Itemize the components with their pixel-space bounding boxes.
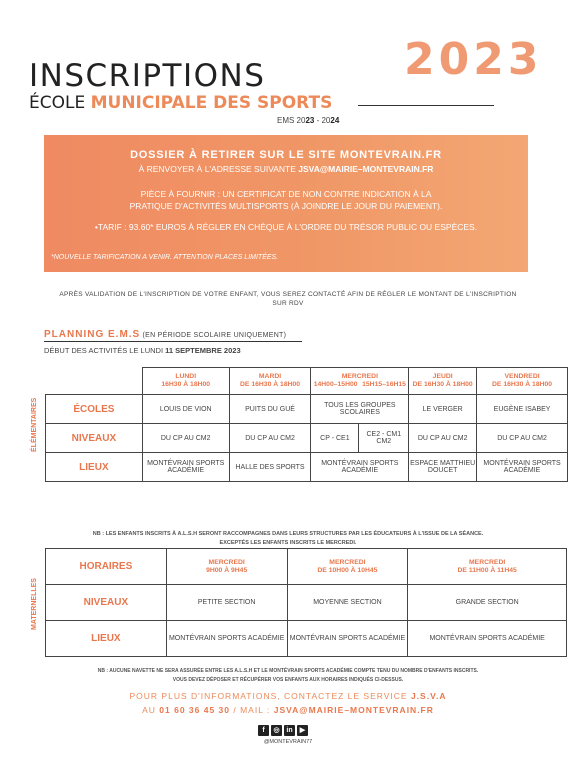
contact-line2	[40, 703, 536, 717]
contact-line1	[40, 689, 536, 703]
cell-lieu-mat-1: MONTÉVRAIN SPORTS ACADÉMIE	[166, 621, 287, 657]
cell-niveau-mardi: DU CP AU CM2	[229, 424, 311, 453]
contact-au: AU	[142, 705, 160, 715]
cell-niveau-mercredi-2: CE2 - CM1 CM2	[359, 424, 409, 453]
table-row	[46, 621, 567, 657]
cell-ecole-lundi: LOUIS DE VION	[142, 395, 229, 424]
banner-dossier: DOSSIER À RETIRER SUR LE SITE MONTEVRAIN.FR	[130, 149, 442, 161]
banner-tarif: •TARIF : 93.60* EUROS À RÉGLER EN CHÈQUE À L'ORDRE DU TRÉSOR PUBLIC OU ESPÈCES.	[94, 222, 478, 232]
after-validation-line2: SUR RDV	[272, 300, 304, 307]
col-mardi	[229, 368, 311, 395]
row-label-horaires: HORAIRES	[46, 549, 167, 585]
row-label-niveaux-mat: NIVEAUX	[46, 585, 167, 621]
time-label: DE 11H00 À 11H45	[457, 566, 517, 574]
elementaires-side-label: ÉLÉMENTAIRES	[31, 397, 38, 452]
col-jeudi	[409, 368, 477, 395]
nb-alsh-line1: NB : LES ENFANTS INSCRITS À A.L.S.H SERONT RACCOMPAGNES DANS LEURS STRUCTURES PAR LES ÉDUCATEURS À L'ISSUE DE LA SÉANCE.	[92, 531, 484, 537]
cell-niveau-mat-1: PETITE SECTION	[166, 585, 287, 621]
social-handle: @MONTEVRAIN77	[263, 739, 313, 745]
start-prefix: DÉBUT DES ACTIVITÉS LE LUNDI	[44, 346, 166, 355]
time-label: DE 16H30 À 18H00	[492, 381, 553, 388]
nb-navette-line1: NB : AUCUNE NAVETTE NE SERA ASSURÉE ENTRE LES A.L.S.H ET LE MONTÉVRAIN SPORTS ACADÉMIE COMPTE TENU DU NOMBRE D'ENFANTS INSCRITS.	[97, 668, 479, 674]
col-vendredi	[477, 368, 568, 395]
maternelles-table	[45, 548, 567, 657]
contact-service: J.S.V.A	[410, 691, 447, 701]
contact-email[interactable]: JSVA@MAIRIE–MONTEVRAIN.FR	[273, 705, 434, 715]
row-label-lieux: LIEUX	[46, 453, 143, 482]
table-row	[46, 395, 568, 424]
banner-footnote: *NOUVELLE TARIFICATION A VENIR. ATTENTION PLACES LIMITÉES.	[51, 254, 279, 261]
maternelles-side-label: MATERNELLES	[31, 578, 38, 630]
col-lundi	[142, 368, 229, 395]
nb-alsh-note	[40, 530, 536, 548]
day-label: LUNDI	[175, 373, 197, 380]
banner-email: JSVA@MAIRIE–MONTEVRAIN.FR	[298, 164, 434, 174]
banner-piece-line1: PIÈCE À FOURNIR : UN CERTIFICAT DE NON CONTRE INDICATION À LA	[140, 189, 432, 199]
cell-lieu-mardi: HALLE DES SPORTS	[229, 453, 311, 482]
page-subtitle	[29, 93, 332, 113]
cell-ecole-vendredi: EUGÈNE ISABEY	[477, 395, 568, 424]
cell-horaire-1	[166, 549, 287, 585]
cell-niveau-vendredi: DU CP AU CM2	[477, 424, 568, 453]
cell-ecole-mercredi: TOUS LES GROUPES SCOLAIRES	[311, 395, 409, 424]
table-row	[46, 585, 567, 621]
subtitle-highlight: MUNICIPALE DES SPORTS	[90, 93, 333, 113]
time-label: 16H30 À 18H00	[161, 381, 211, 388]
contact-phone[interactable]: 01 60 36 45 30	[159, 705, 231, 715]
contact-info	[40, 689, 536, 717]
ems-season	[277, 116, 339, 125]
cell-ecole-jeudi: LE VERGER	[409, 395, 477, 424]
cell-niveau-mat-3: GRANDE SECTION	[408, 585, 567, 621]
ems-mid: - 20	[314, 116, 331, 125]
table-row	[46, 453, 568, 482]
time-label: 15H15–16H15	[362, 381, 406, 388]
planning-note: (EN PÉRIODE SCOLAIRE UNIQUEMENT)	[140, 332, 287, 339]
planning-divider	[44, 341, 302, 342]
day-label: MERCREDI	[208, 558, 245, 566]
cell-niveau-mercredi-1: CP - CE1	[311, 424, 359, 453]
planning-title: PLANNING E.M.S	[44, 329, 141, 340]
contact-prefix: POUR PLUS D'INFORMATIONS, CONTACTEZ LE SERVICE	[129, 691, 411, 701]
table-row	[46, 368, 568, 395]
start-date	[44, 346, 241, 355]
time-label: DE 10H00 À 10H45	[317, 566, 378, 574]
cell-lieu-vendredi: MONTÉVRAIN SPORTS ACADÉMIE	[477, 453, 568, 482]
banner-address	[44, 164, 528, 174]
ems-year2: 24	[330, 116, 340, 125]
after-validation-note	[40, 290, 536, 308]
banner-address-prefix: À RENVOYER À L'ADRESSE SUIVANTE	[138, 164, 299, 174]
ems-prefix: EMS 20	[277, 116, 306, 125]
facebook-icon[interactable]: f	[258, 725, 269, 736]
row-label-niveaux: NIVEAUX	[46, 424, 143, 453]
table-row	[46, 424, 568, 453]
cell-lieu-mercredi: MONTÉVRAIN SPORTS ACADÉMIE	[311, 453, 409, 482]
instagram-icon[interactable]: ◎	[271, 725, 282, 736]
day-label: MERCREDI	[329, 558, 366, 566]
social-links	[258, 725, 308, 736]
col-mercredi	[311, 368, 409, 395]
cell-niveau-jeudi: DU CP AU CM2	[409, 424, 477, 453]
banner-piece	[44, 188, 528, 212]
cell-horaire-3	[408, 549, 567, 585]
youtube-icon[interactable]: ▶	[297, 725, 308, 736]
cell-niveau-mat-2: MOYENNE SECTION	[287, 585, 408, 621]
contact-mail-label: / MAIL :	[230, 705, 274, 715]
nb-navette-note	[40, 667, 536, 685]
day-label: MERCREDI	[341, 373, 378, 380]
cell-lieu-lundi: MONTÉVRAIN SPORTS ACADÉMIE	[142, 453, 229, 482]
info-banner	[44, 135, 528, 272]
cell-lieu-mat-2: MONTÉVRAIN SPORTS ACADÉMIE	[287, 621, 408, 657]
time-label: DE 16H30 À 18H00	[240, 381, 301, 388]
page-title: INSCRIPTIONS	[29, 58, 266, 94]
day-label: VENDREDI	[504, 373, 540, 380]
cell-lieu-jeudi: ESPACE MATTHIEU DOUCET	[409, 453, 477, 482]
time-label: DE 16H30 À 18H00	[412, 381, 473, 388]
cell-horaire-2	[287, 549, 408, 585]
day-label: MARDI	[258, 373, 282, 380]
elementaires-table	[45, 367, 568, 482]
linkedin-icon[interactable]: in	[284, 725, 295, 736]
corner-cell	[46, 368, 143, 395]
cell-ecole-mardi: PUITS DU GUÉ	[229, 395, 311, 424]
day-label: MERCREDI	[469, 558, 506, 566]
banner-piece-line2: PRATIQUE D'ACTIVITÉS MULTISPORTS (À JOINDRE LE JOUR DU PAIEMENT).	[129, 201, 443, 211]
day-label: JEUDI	[432, 373, 453, 380]
time-label: 9H00 À 9H45	[206, 566, 248, 574]
table-row	[46, 549, 567, 585]
year-heading: 2023	[404, 34, 543, 85]
time-label: 14H00–15H00	[313, 381, 358, 388]
start-date-value: 11 SEPTEMBRE 2023	[165, 346, 241, 355]
cell-lieu-mat-3: MONTÉVRAIN SPORTS ACADÉMIE	[408, 621, 567, 657]
cell-niveau-lundi: DU CP AU CM2	[142, 424, 229, 453]
after-validation-line1: APRÈS VALIDATION DE L'INSCRIPTION DE VOTRE ENFANT, VOUS SEREZ CONTACTÉ AFIN DE RÉGLER LE MONTANT DE L'INSCRIPTION	[59, 291, 517, 298]
title-divider	[358, 105, 494, 106]
subtitle-prefix: ÉCOLE	[29, 93, 91, 113]
row-label-lieux-mat: LIEUX	[46, 621, 167, 657]
nb-navette-line2: VOUS DEVEZ DÉPOSER ET RÉCUPÉRER VOS ENFANTS AUX HORAIRES INDIQUÉS CI-DESSUS.	[172, 677, 404, 683]
planning-heading	[44, 329, 286, 340]
nb-alsh-line2: EXCEPTÉS LES ENFANTS INSCRITS LE MERCREDI.	[219, 540, 357, 546]
ems-year1: 23	[305, 116, 315, 125]
row-label-ecoles: ÉCOLES	[46, 395, 143, 424]
